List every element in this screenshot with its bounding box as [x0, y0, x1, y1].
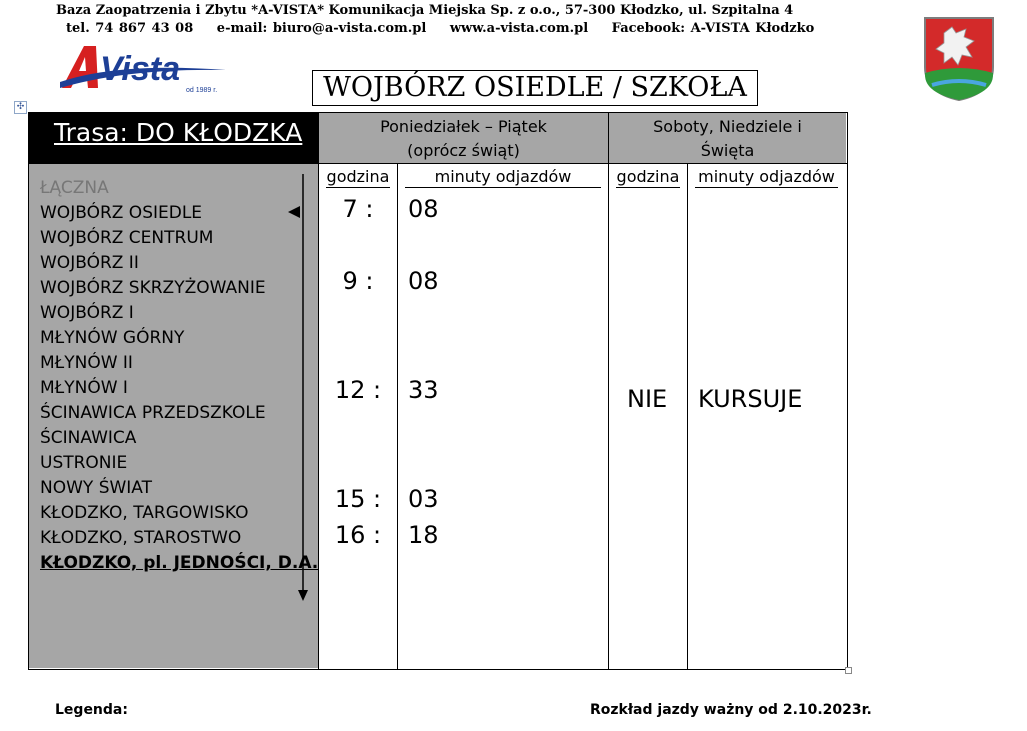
stop-item: MŁYNÓW I: [40, 378, 128, 398]
stop-item: WOJBÓRZ OSIEDLE: [40, 203, 203, 223]
underline: [616, 187, 680, 188]
legend-label: Legenda:: [55, 702, 128, 718]
weekend-heading: [609, 115, 846, 163]
departure-hour: 15 :: [334, 485, 382, 513]
stop-item: WOJBÓRZ CENTRUM: [40, 228, 214, 248]
weekend-note-left: NIE: [627, 385, 668, 413]
weekend-heading-line1: Soboty, Niedziele i: [653, 117, 802, 136]
table-move-handle-icon[interactable]: ✣: [14, 101, 27, 114]
departure-hour: 9 :: [342, 267, 374, 295]
route-heading: Trasa: DO KŁODZKA: [29, 113, 318, 163]
departure-minutes: 33: [408, 376, 439, 404]
weekend-minutes-label: minuty odjazdów: [698, 167, 835, 186]
weekend-note-right: KURSUJE: [698, 385, 803, 413]
stop-item: ŚCINAWICA PRZEDSZKOLE: [40, 403, 266, 423]
departure-minutes: 03: [408, 485, 439, 513]
stop-item: MŁYNÓW GÓRNY: [40, 328, 185, 348]
departure-minutes: 18: [408, 521, 439, 549]
departure-hour: 16 :: [334, 521, 382, 549]
stop-item: ŁĄCZNA: [40, 178, 109, 198]
website: www.a-vista.com.pl: [449, 21, 589, 36]
underline: [695, 187, 838, 188]
grid-line: [687, 164, 688, 669]
phone-number: tel. 74 867 43 08: [66, 21, 194, 36]
facebook: Facebook: A-VISTA Kłodzko: [611, 21, 815, 36]
coat-of-arms-icon: [922, 15, 996, 102]
route-direction-arrow: [286, 170, 310, 604]
underline: [405, 187, 601, 188]
logo-wordmark: Vista: [100, 50, 181, 88]
weekend-heading-line2: Święta: [700, 141, 755, 160]
underline: [326, 187, 390, 188]
stop-item: MŁYNÓW II: [40, 353, 133, 373]
departure-minutes: 08: [408, 195, 439, 223]
email-address: e-mail: biuro@a-vista.com.pl: [216, 21, 427, 36]
stop-item: KŁODZKO, pl. JEDNOŚCI, D.A.: [40, 553, 319, 573]
stop-item: USTRONIE: [40, 453, 128, 473]
grid-line: [608, 112, 609, 669]
grid-line: [397, 164, 398, 669]
stop-item: KŁODZKO, STAROSTWO: [40, 528, 242, 548]
weekend-hour-label: godzina: [616, 167, 680, 186]
page-title: WOJBÓRZ OSIEDLE / SZKOŁA: [312, 70, 758, 106]
weekday-minutes-label: minuty odjazdów: [434, 167, 572, 186]
grid-line: [28, 163, 847, 164]
weekday-heading-line1: Poniedziałek – Piątek: [380, 117, 547, 136]
table-resize-handle[interactable]: [845, 667, 852, 674]
company-address: Baza Zaopatrzenia i Zbytu *A-VISTA* Komunikacja Miejska Sp. z o.o., 57-300 Kłodzko, ul. Szpitalna 4: [56, 3, 794, 18]
company-contacts: [66, 21, 832, 36]
stop-item: WOJBÓRZ I: [40, 303, 134, 323]
stop-item: ŚCINAWICA: [40, 428, 137, 448]
departure-hour: 7 :: [342, 195, 374, 223]
stop-item: KŁODZKO, TARGOWISKO: [40, 503, 249, 523]
logo-since: od 1989 r.: [186, 87, 218, 94]
departure-hour: 12 :: [334, 376, 382, 404]
weekday-heading: [319, 115, 608, 163]
stop-list: [40, 176, 318, 576]
stop-item: WOJBÓRZ II: [40, 253, 139, 273]
avista-logo: [58, 42, 228, 98]
stop-item: WOJBÓRZ SKRZYŻOWANIE: [40, 278, 266, 298]
departure-minutes: 08: [408, 267, 439, 295]
stop-item: NOWY ŚWIAT: [40, 478, 153, 498]
valid-from: Rozkład jazdy ważny od 2.10.2023r.: [590, 702, 872, 718]
weekday-heading-line2: (oprócz świąt): [407, 141, 520, 160]
weekday-hour-label: godzina: [326, 167, 390, 186]
